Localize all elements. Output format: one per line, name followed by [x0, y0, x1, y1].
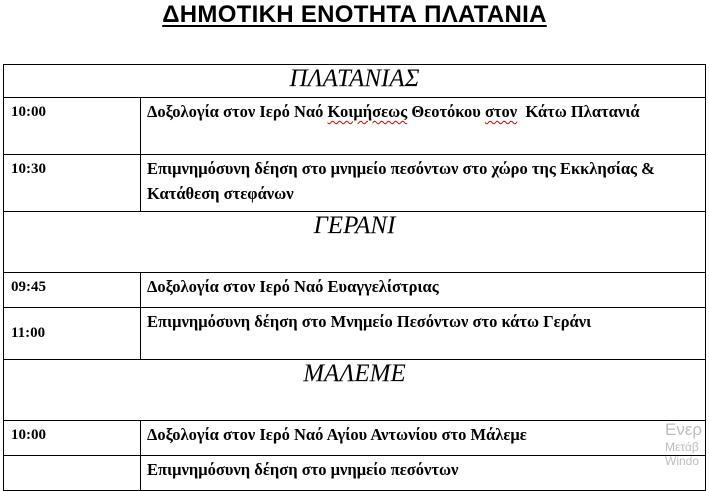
section-title: ΓΕΡΑΝΙ [4, 212, 706, 273]
table-row [4, 98, 706, 155]
description-cell: Δοξολογία στον Ιερό Ναό Κοιμήσεως Θεοτόκου στον Κάτω Πλατανιά [141, 98, 706, 155]
watermark-line: Μετάβ [665, 440, 699, 454]
description-cell: Επιμνημόσυνη δέηση στο μνημείο πεσόντων [141, 456, 706, 491]
description-cell: Δοξολογία στον Ιερό Ναό Ευαγγελίστριας [141, 273, 706, 308]
watermark-line: Ενερ [665, 420, 703, 439]
table-row [4, 273, 706, 308]
time-cell: 09:45 [4, 273, 141, 308]
time-cell [4, 456, 141, 491]
table-row [4, 308, 706, 360]
windows-activation-watermark [665, 420, 709, 468]
description-cell: Επιμνημόσυνη δέηση στο Μνημείο Πεσόντων στο κάτω Γεράνι [141, 308, 706, 360]
watermark-line: Windo [665, 454, 700, 468]
table-row [4, 155, 706, 212]
section-title: ΠΛΑΤΑΝΙΑΣ [4, 65, 706, 98]
time-cell: 11:00 [4, 308, 141, 360]
table-row [4, 456, 706, 491]
section-title: ΜΑΛΕΜΕ [4, 360, 706, 421]
schedule-table [3, 64, 706, 491]
time-cell: 10:00 [4, 98, 141, 155]
section-header-platanias [4, 65, 706, 98]
document-title: ΔΗΜΟΤΙΚΗ ΕΝΟΤΗΤΑ ΠΛΑΤΑΝΙΑ [162, 1, 547, 28]
time-cell: 10:00 [4, 421, 141, 456]
table-row [4, 421, 706, 456]
time-cell: 10:30 [4, 155, 141, 212]
description-cell: Δοξολογία στον Ιερό Ναό Αγίου Αντωνίου στο Μάλεμε [141, 421, 706, 456]
section-header-maleme [4, 360, 706, 421]
section-header-gerani [4, 212, 706, 273]
description-cell: Επιμνημόσυνη δέηση στο μνημείο πεσόντων στο χώρο της Εκκλησίας & Κατάθεση στεφάνων [141, 155, 706, 212]
